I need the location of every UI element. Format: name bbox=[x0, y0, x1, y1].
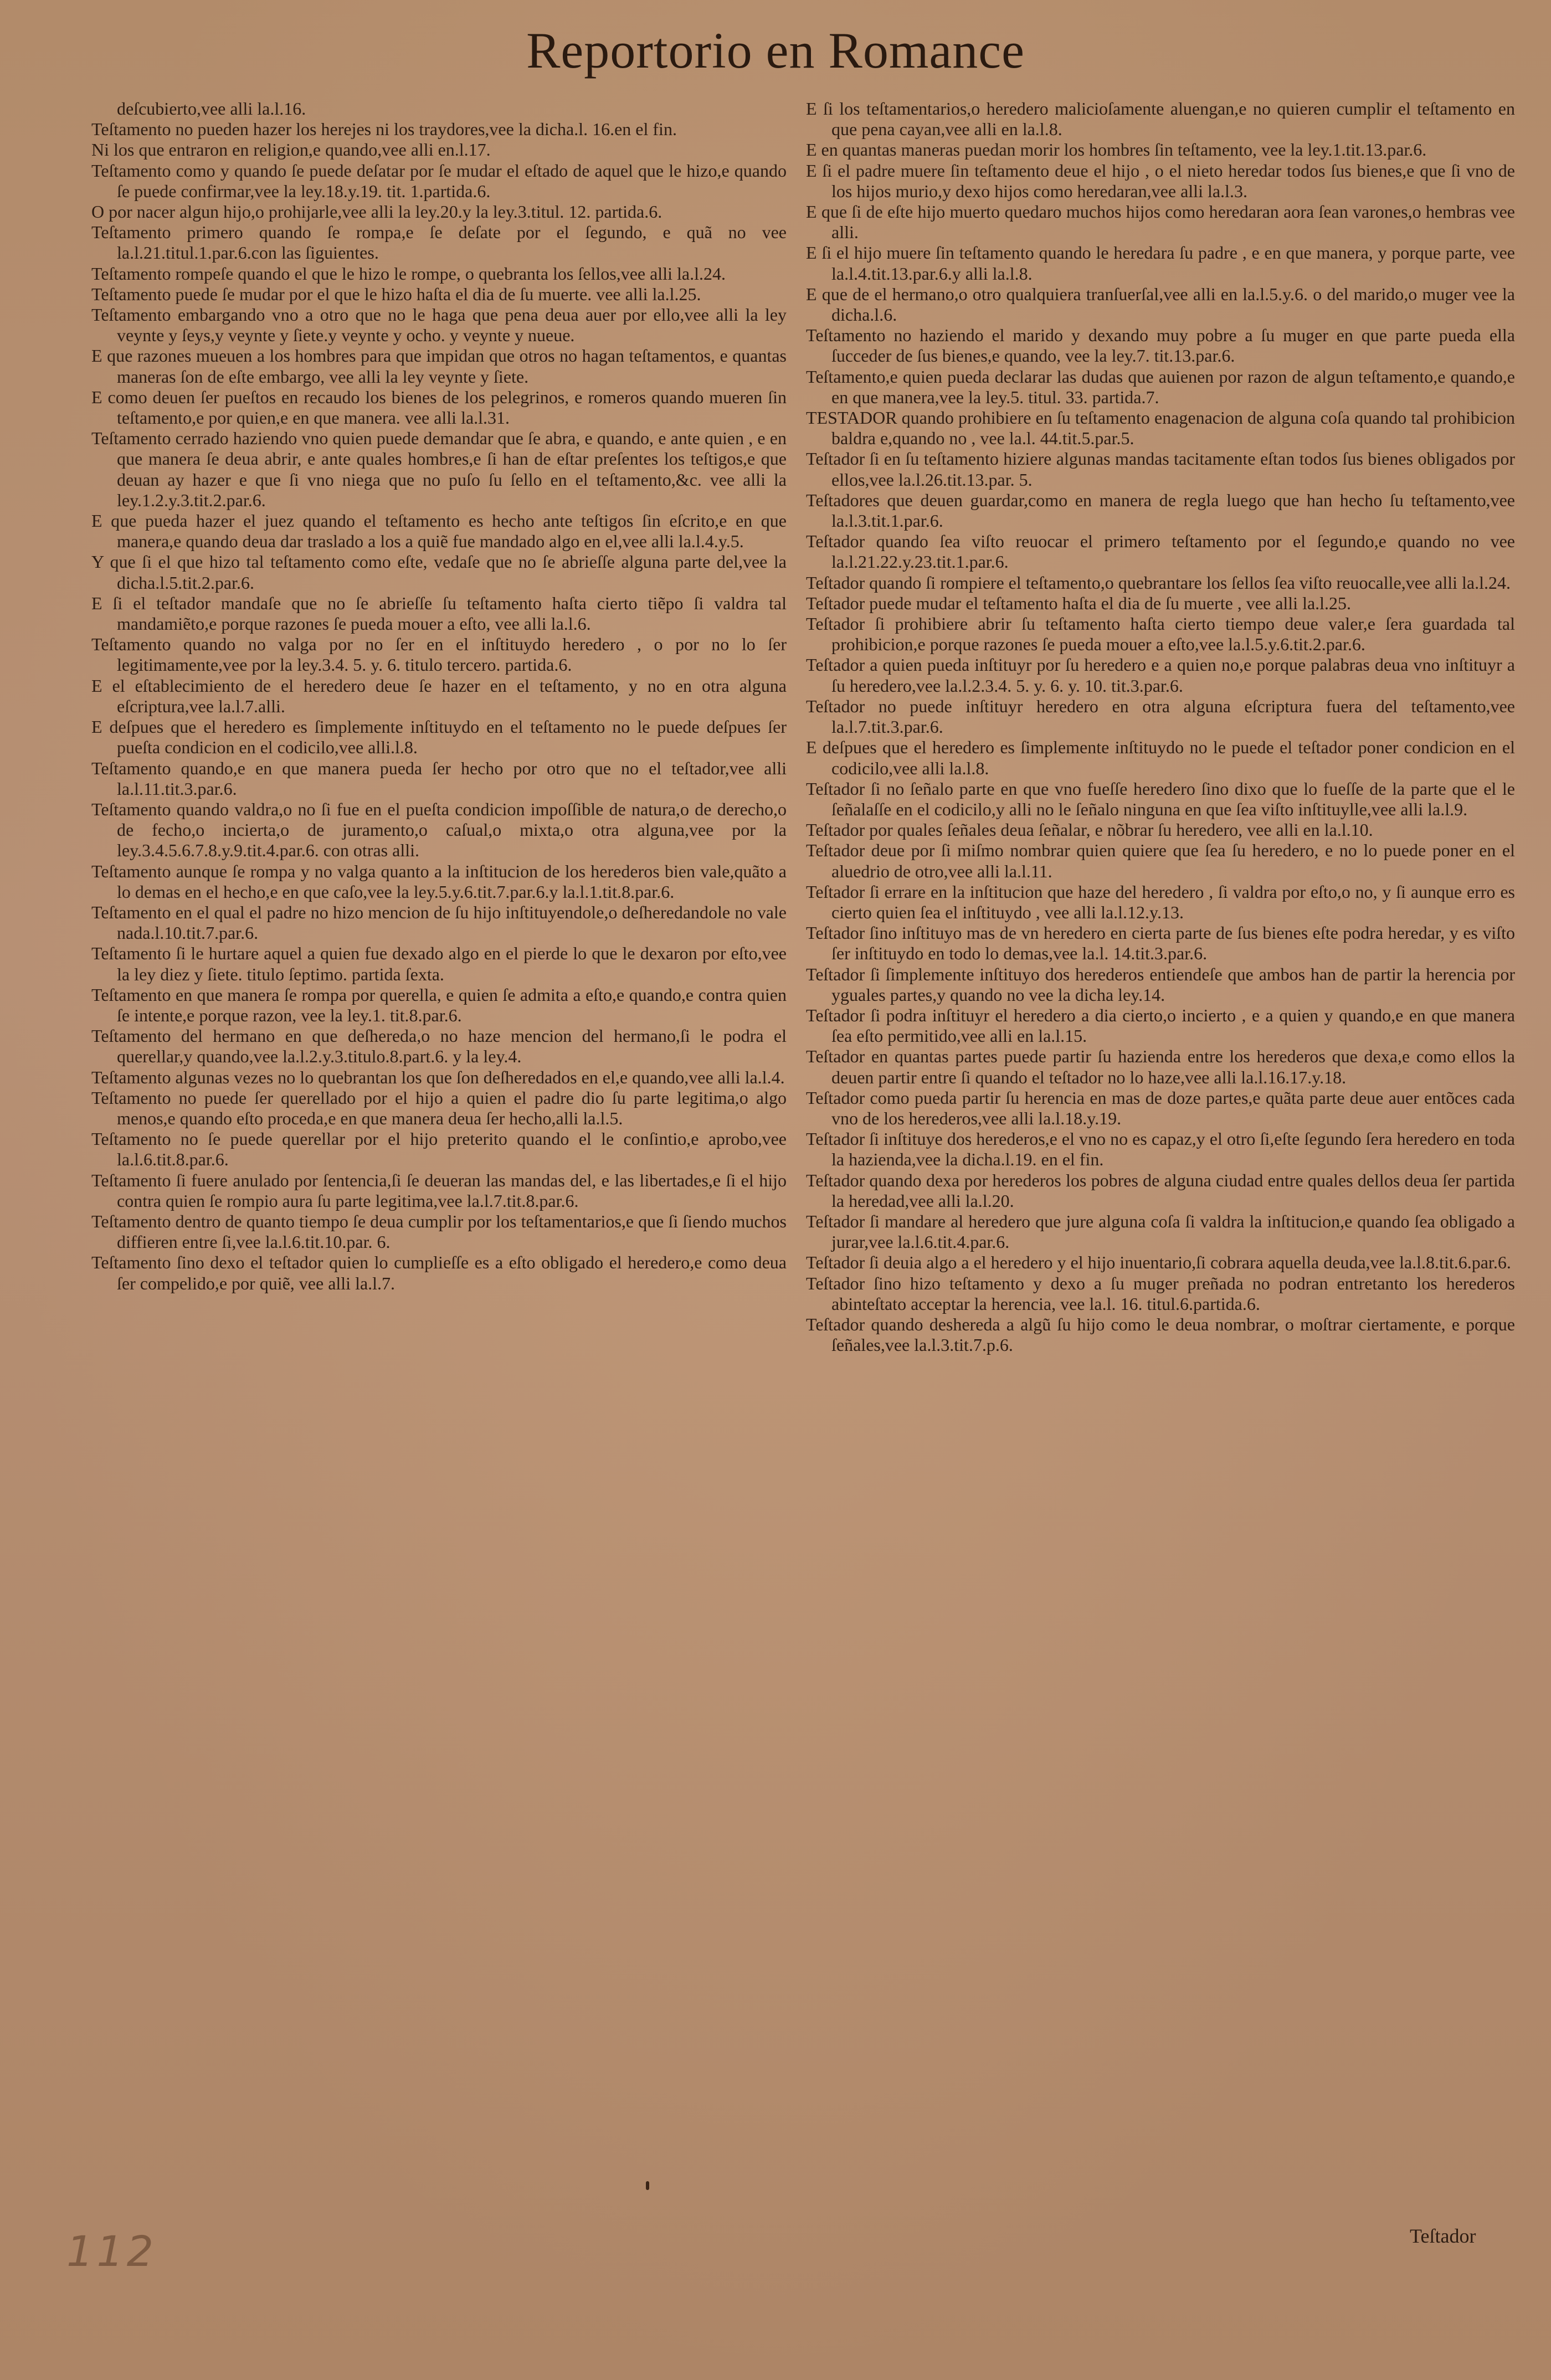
ink-mark bbox=[646, 2181, 649, 2190]
index-entry: Teſtamento en el qual el padre no hizo mencion de ſu hijo inſtituyendole,o deſheredandole no vale nada.l.10.tit.7.par.6. bbox=[91, 902, 787, 943]
index-entry: Teſtador quando dexa por herederos los pobres de alguna ciudad entre quales dellos deua ſer partida la heredad,vee alli la.l.20. bbox=[806, 1170, 1515, 1211]
index-entry: E deſpues que el heredero es ſimplemente inſtituydo en el teſtamento no le puede deſpues ſer pueſta condicion en el codicilo,vee alli.l.8. bbox=[91, 717, 787, 758]
index-entry: Teſtamento rompeſe quando el que le hizo le rompe, o quebranta los ſellos,vee alli la.l.24. bbox=[91, 263, 726, 284]
index-entry: Teſtador por quales ſeñales deua ſeñalar, e nõbrar ſu heredero, vee alli en la.l.10. bbox=[806, 820, 1373, 840]
index-entry: Teſtador ſi mandare al heredero que jure alguna coſa ſi valdra la inſtitucion,e quando ſea obligado a jurar,vee la.l.6.tit.4.par.6. bbox=[806, 1211, 1515, 1252]
index-entry: Teſtamento algunas vezes no lo quebrantan los que ſon deſheredados en el,e quando,vee alli la.l.4. bbox=[91, 1067, 785, 1087]
index-entry: Teſtador ſi deuia algo a el heredero y el hijo inuentario,ſi cobrara aquella deuda,vee la.l.8.tit.6.par.6. bbox=[806, 1252, 1511, 1273]
index-entry: Teſtador ſino inſtituyo mas de vn heredero en cierta parte de ſus bienes eſte podra heredar, y es viſto ſer inſtituydo en todo lo demas,vee la.l. 14.tit.3.par.6. bbox=[806, 923, 1515, 964]
index-entry: Teſtador ſi podra inſtituyr el heredero a dia cierto,o incierto , e a quien y quando,e en que manera ſea eſto permitido,vee alli en la.l.15. bbox=[806, 1005, 1515, 1046]
index-entry: E ſi el padre muere ſin teſtamento deue el hijo , o el nieto heredar todos ſus bienes,e que ſi vno de los hijos murio,y dexo hijos como heredaran,vee alli la.l.3. bbox=[806, 160, 1515, 201]
index-entry: Teſtador en quantas partes puede partir ſu hazienda entre los herederos que dexa,e como ellos la deuen partir entre ſi quando el teſtador no lo haze,vee alli la.l.16.17.y.18. bbox=[806, 1046, 1515, 1087]
index-entry: Teſtadores que deuen guardar,como en manera de regla luego que han hecho ſu teſtamento,vee la.l.3.tit.1.par.6. bbox=[806, 490, 1515, 531]
index-entry: Teſtador ſi en ſu teſtamento hiziere algunas mandas tacitamente eſtan todos ſus bienes obligados por ellos,vee la.l.26.tit.13.par. 5. bbox=[806, 449, 1515, 490]
index-entry: Teſtador quando ſea viſto reuocar el primero teſtamento por el ſegundo,e quando no vee la.l.21.22.y.23.tit.1.par.6. bbox=[806, 531, 1515, 572]
index-entry: Teſtamento no ſe puede querellar por el hijo preterito quando el le conſintio,e aprobo,vee la.l.6.tit.8.par.6. bbox=[91, 1129, 787, 1170]
index-entry: E que pueda hazer el juez quando el teſtamento es hecho ante teſtigos ſin eſcrito,e en que manera,e quando deua dar traslado a los a quiẽ fue mandado algo en el,vee alli la.l.4.y.5. bbox=[91, 511, 787, 552]
index-entry: Teſtador ſi inſtituye dos herederos,e el vno no es capaz,y el otro ſi,eſte ſegundo ſera heredero en toda la hazienda,vee la dicha.l.19. en el fin. bbox=[806, 1129, 1515, 1170]
index-entry: Y que ſi el que hizo tal teſtamento como eſte, vedaſe que no ſe abrieſſe alguna parte del,vee la dicha.l.5.tit.2.par.6. bbox=[91, 552, 787, 593]
index-entry: E como deuen ſer pueſtos en recaudo los bienes de los pelegrinos, e romeros quando mueren ſin teſtamento,e por quien,e en que manera. vee alli la.l.31. bbox=[91, 387, 787, 428]
index-entry: Teſtamento quando,e en que manera pueda ſer hecho por otro que no el teſtador,vee alli la.l.11.tit.3.par.6. bbox=[91, 758, 787, 799]
index-entry: Teſtador ſino hizo teſtamento y dexo a ſu muger preñada no podran entretanto los herederos abinteſtato acceptar la herencia, vee la.l. 16. titul.6.partida.6. bbox=[806, 1273, 1515, 1314]
index-entry: TESTADOR quando prohibiere en ſu teſtamento enagenacion de alguna coſa quando tal prohibicion baldra e,quando no , vee la.l. 44.tit.5.par.5. bbox=[806, 408, 1515, 449]
index-entry: Teſtamento en que manera ſe rompa por querella, e quien ſe admita a eſto,e quando,e contra quien ſe intente,e porque razon, vee la ley.1. tit.8.par.6. bbox=[91, 984, 787, 1025]
index-entry: Teſtador no puede inſtituyr heredero en otra alguna eſcriptura fuera del teſtamento,vee la.l.7.tit.3.par.6. bbox=[806, 696, 1515, 737]
index-entry: Teſtador quando ſi rompiere el teſtamento,o quebrantare los ſellos ſea viſto reuocalle,vee alli la.l.24. bbox=[806, 572, 1511, 593]
index-entry: E deſpues que el heredero es ſimplemente inſtituydo no le puede el teſtador poner condicion en el codicilo,vee alli la.l.8. bbox=[806, 737, 1515, 778]
index-entry: Teſtador deue por ſi miſmo nombrar quien quiere que ſea ſu heredero, e no lo puede poner en el aluedrio de otro,vee alli la.l.11. bbox=[806, 840, 1515, 881]
index-entry: Teſtador ſi no ſeñalo parte en que vno fueſſe heredero ſino dixo que lo fueſſe de la parte que el le ſeñalaſſe en el codicilo,y alli no le ſeñalo ninguna en que ſea viſto inſtituylle,vee alli la.l.9. bbox=[806, 778, 1515, 819]
index-entry: Teſtador quando deshereda a algũ ſu hijo como le deua nombrar, o moſtrar ciertamente, e porque ſeñales,vee la.l.3.tit.7.p.6. bbox=[806, 1314, 1515, 1355]
index-entry: Teſtamento no puede ſer querellado por el hijo a quien el padre dio ſu parte legitima,o algo menos,e quando eſto proceda,e en que manera deua ſer hecho,alli la.l.5. bbox=[91, 1087, 787, 1128]
right-column bbox=[806, 99, 1515, 1355]
index-entry: Teſtador a quien pueda inſtituyr por ſu heredero e a quien no,e porque palabras deua vno inſtituyr a ſu heredero,vee la.l.2.3.4. 5. y. 6. y. 10. tit.3.par.6. bbox=[806, 655, 1515, 696]
index-entry: Ni los que entraron en religion,e quando,vee alli en.l.17. bbox=[91, 140, 491, 160]
index-entry: Teſtamento quando no valga por no ſer en el inſtituydo heredero , o por no lo ſer legitimamente,vee por la ley.3.4. 5. y. 6. titulo tercero. partida.6. bbox=[91, 634, 787, 675]
running-header: Reportorio en Romance bbox=[526, 22, 1025, 79]
index-entry: Teſtamento primero quando ſe rompa,e ſe deſate por el ſegundo, e quã no vee la.l.21.titul.1.par.6.con las ſiguientes. bbox=[91, 222, 787, 263]
index-entry: Teſtamento dentro de quanto tiempo ſe deua cumplir por los teſtamentarios,e que ſi ſiendo muchos diffieren entre ſi,vee la.l.6.tit.10.par. 6. bbox=[91, 1211, 787, 1252]
index-entry: Teſtamento del hermano en que deſhereda,o no haze mencion del hermano,ſi le podra el querellar,y quando,vee la.l.2.y.3.titulo.8.part.6. y la ley.4. bbox=[91, 1026, 787, 1067]
index-entry: E que ſi de eſte hijo muerto quedaro muchos hijos como heredaran aora ſean varones,o hembras vee alli. bbox=[806, 202, 1515, 243]
index-entry: Teſtamento como y quando ſe puede deſatar por ſe mudar el eſtado de aquel que le hizo,e quando ſe puede confirmar,vee la ley.18.y.19. tit. 1.partida.6. bbox=[91, 160, 787, 201]
index-entry: Teſtamento puede ſe mudar por el que le hizo haſta el dia de ſu muerte. vee alli la.l.25. bbox=[91, 284, 701, 304]
index-entry: Teſtamento quando valdra,o no ſi fue en el pueſta condicion impoſſible de natura,o de derecho,o de fecho,o incierta,o de juramento,o caſual,o mixta,o otra alguna,vee por la ley.3.4.5.6.7.8.y.9.tit.4.par.6. con otras alli. bbox=[91, 799, 787, 861]
index-entry: Teſtamento embargando vno a otro que no le haga que pena deua auer por ello,vee alli la ley veynte y ſeys,y veynte y ſiete.y veynte y ocho. y veynte y nueue. bbox=[91, 305, 787, 346]
index-entry: E el eſtablecimiento de el heredero deue ſe hazer en el teſtamento, y no en otra alguna eſcriptura,vee la.l.7.alli. bbox=[91, 675, 787, 716]
index-entry: E que de el hermano,o otro qualquiera tranſuerſal,vee alli en la.l.5.y.6. o del marido,o muger vee la dicha.l.6. bbox=[806, 284, 1515, 325]
index-entry: Teſtamento cerrado haziendo vno quien puede demandar que ſe abra, e quando, e ante quien , e en que manera ſe deua abrir, e ante quales hombres,e ſi han de eſtar preſentes los teſtigos,e que deuan ay hazer e que ſi vno niega que no puſo ſu ſello en el teſtamento,&c. vee alli la ley.1.2.y.3.tit.2.par.6. bbox=[91, 428, 787, 510]
index-entry: Teſtamento no haziendo el marido y dexando muy pobre a ſu muger en que parte pueda ella ſucceder de ſus bienes,e quando, vee la ley.7. tit.13.par.6. bbox=[806, 325, 1515, 366]
left-column bbox=[91, 99, 787, 1294]
index-entry: deſcubierto,vee alli la.l.16. bbox=[117, 99, 306, 119]
index-entry: E ſi los teſtamentarios,o heredero malicioſamente aluengan,e no quieren cumplir el teſtamento en que pena cayan,vee alli en la.l.8. bbox=[806, 99, 1515, 140]
index-entry: Teſtamento aunque ſe rompa y no valga quanto a la inſtitucion de los herederos bien vale,quãto a lo demas en el hecho,e en que caſo,vee la ley.5.y.6.tit.7.par.6.y la.l.1.tit.8.par.6. bbox=[91, 861, 787, 902]
index-entry: Teſtador ſi errare en la inſtitucion que haze del heredero , ſi valdra por eſto,o no, y ſi aunque erro es cierto quien ſea el inſtituydo , vee alli la.l.12.y.13. bbox=[806, 881, 1515, 922]
index-entry: Teſtador ſi prohibiere abrir ſu teſtamento haſta cierto tiempo deue valer,e ſera guardada tal prohibicion,e porque razones ſe pueda mouer a eſto,vee la.l.5.y.6.tit.2.par.6. bbox=[806, 614, 1515, 655]
index-entry: Teſtamento ſi fuere anulado por ſentencia,ſi ſe deueran las mandas del, e las libertades,e ſi el hijo contra quien ſe rompio aura ſu parte legitima,vee la.l.7.tit.8.par.6. bbox=[91, 1170, 787, 1211]
folio-number: 112 bbox=[66, 2227, 157, 2276]
index-entry: Teſtamento no pueden hazer los herejes ni los traydores,vee la dicha.l. 16.en el fin. bbox=[91, 119, 677, 140]
index-entry: E ſi el hijo muere ſin teſtamento quando le heredara ſu padre , e en que manera, y porque parte, vee la.l.4.tit.13.par.6.y alli la.l.8. bbox=[806, 243, 1515, 284]
index-entry: Teſtador como pueda partir ſu herencia en mas de doze partes,e quãta parte deue auer entõces cada vno de los herederos,vee alli la.l.18.y.19. bbox=[806, 1087, 1515, 1128]
index-entry: E que razones mueuen a los hombres para que impidan que otros no hagan teſtamentos, e quantas maneras ſon de eſte embargo, vee alli la ley veynte y ſiete. bbox=[91, 346, 787, 387]
index-entry: Teſtamento ſino dexo el teſtador quien lo cumplieſſe es a eſto obligado el heredero,e como deua ſer compelido,e por quiẽ, vee alli la.l.7. bbox=[91, 1252, 787, 1293]
index-entry: Teſtamento ſi le hurtare aquel a quien fue dexado algo en el pierde lo que le dexaron por eſto,vee la ley diez y ſiete. titulo ſeptimo. partida ſexta. bbox=[91, 943, 787, 984]
index-entry: E en quantas maneras puedan morir los hombres ſin teſtamento, vee la ley.1.tit.13.par.6. bbox=[806, 140, 1427, 160]
index-entry: O por nacer algun hijo,o prohijarle,vee alli la ley.20.y la ley.3.titul. 12. partida.6. bbox=[91, 202, 662, 222]
index-entry: Teſtador puede mudar el teſtamento haſta el dia de ſu muerte , vee alli la.l.25. bbox=[806, 593, 1352, 613]
index-entry: E ſi el teſtador mandaſe que no ſe abrieſſe ſu teſtamento haſta cierto tiẽpo ſi valdra tal mandamiẽto,e porque razones ſe pueda mouer a eſto, vee alli la.l.6. bbox=[91, 593, 787, 634]
index-entry: Teſtador ſi ſimplemente inſtituyo dos herederos entiendeſe que ambos han de partir la herencia por yguales partes,y quando no vee la dicha ley.14. bbox=[806, 964, 1515, 1005]
index-entry: Teſtamento,e quien pueda declarar las dudas que auienen por razon de algun teſtamento,e quando,e en que manera,vee la ley.5. titul. 33. partida.7. bbox=[806, 366, 1515, 407]
catchword: Teſtador bbox=[1410, 2225, 1476, 2247]
